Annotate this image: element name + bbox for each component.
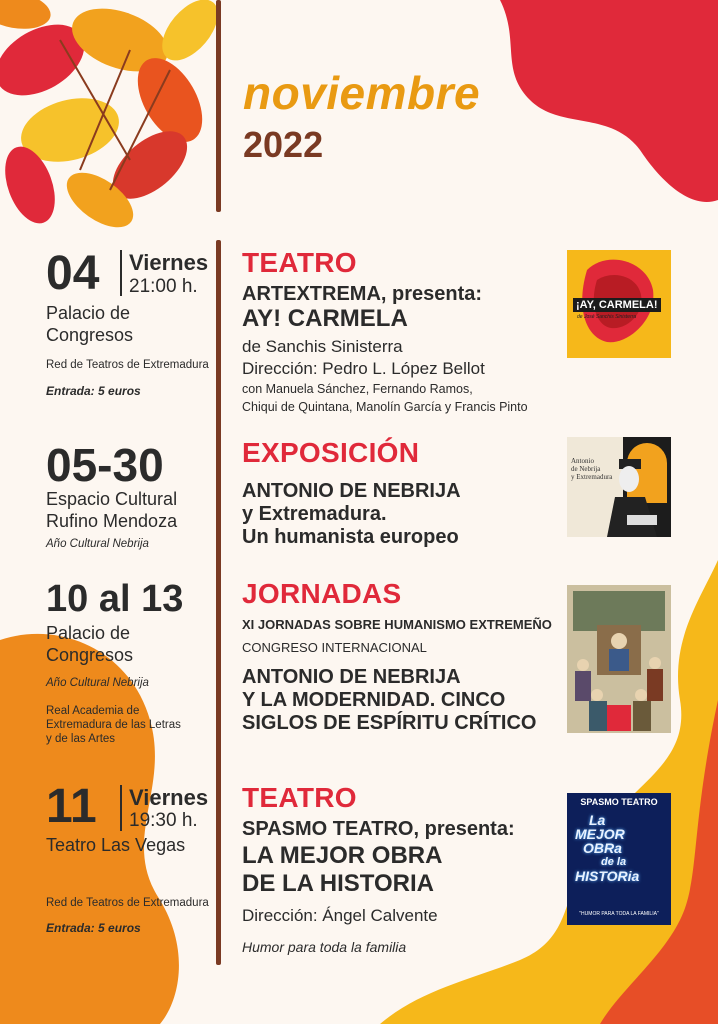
event-note: Año Cultural Nebrija — [46, 677, 149, 689]
event-time: 21:00 h. — [129, 276, 198, 297]
event-date: 11 — [46, 780, 97, 833]
organizer-line: Extremadura de las Letras — [46, 719, 181, 731]
event-venue: Teatro Las Vegas — [46, 835, 186, 855]
title-line: Y LA MODERNIDAD. CINCO — [242, 689, 506, 711]
event-category: JORNADAS — [242, 578, 402, 609]
title-line: Un humanista europeo — [242, 526, 459, 548]
title-line: ANTONIO DE NEBRIJA — [242, 480, 461, 502]
event-weekday: Viernes — [129, 250, 209, 275]
event-title — [242, 842, 442, 898]
event-director: Dirección: Ángel Calvente — [242, 906, 438, 925]
poster-title-line: y Extremadura — [571, 473, 613, 481]
poster-title: ¡AY, CARMELA! — [573, 298, 661, 312]
poster-title-line: HISTORia — [575, 868, 640, 884]
event-venue — [46, 622, 133, 666]
event-category: TEATRO — [242, 247, 357, 278]
event-network: Red de Teatros de Extremadura — [46, 897, 209, 909]
poster-title-line: La — [589, 812, 606, 828]
venue-line: Congresos — [46, 645, 134, 665]
venue-line: Espacio Cultural — [46, 489, 178, 509]
poster-title-line: MEJOR — [575, 826, 625, 842]
poster-ay-carmela — [567, 250, 671, 358]
humanist-illustration — [567, 437, 671, 537]
event-organizer — [46, 704, 181, 746]
event-date: 05-30 — [46, 439, 164, 491]
organizer-line: Real Academia de — [46, 705, 140, 717]
event-note: Año Cultural Nebrija — [46, 538, 149, 550]
event-venue — [46, 302, 133, 346]
date-separator — [120, 785, 122, 831]
event-title — [242, 480, 461, 549]
poster-title-line: OBRa — [583, 840, 622, 856]
poster-company: SPASMO TEATRO — [580, 797, 658, 807]
autumn-leaves-decoration — [0, 0, 228, 238]
poster-jornadas — [567, 585, 671, 733]
event-title: AY! CARMELA — [242, 305, 408, 332]
red-blob-top-right — [500, 0, 718, 202]
event-price: Entrada: 5 euros — [46, 921, 141, 935]
event-date: 04 — [46, 247, 100, 300]
event-author: de Sanchis Sinisterra — [242, 337, 403, 356]
poster-title — [575, 813, 665, 883]
main-divider — [216, 240, 221, 965]
poster-footer: "HUMOR PARA TODA LA FAMILIA" — [579, 911, 659, 917]
poster-subtitle: de José Sanchis Sinisterra — [577, 314, 637, 320]
title-line: ANTONIO DE NEBRIJA — [242, 666, 461, 688]
poster-title-line: de Nebrija — [571, 465, 601, 473]
poster-nebrija — [567, 437, 671, 537]
poster-title-line: Antonio — [571, 457, 594, 465]
title-line: y Extremadura. — [242, 503, 387, 525]
event-cast — [242, 380, 528, 416]
venue-line: Rufino Mendoza — [46, 511, 178, 531]
event-presenter: SPASMO TEATRO, presenta: — [242, 818, 515, 840]
poster-title-line: de la — [601, 856, 627, 868]
event-presenter: ARTEXTREMA, presenta: — [242, 283, 483, 305]
event-title — [242, 666, 536, 735]
venue-line: Palacio de — [46, 303, 131, 323]
title-line: LA MEJOR OBRA — [242, 842, 443, 869]
poster-spasmo — [567, 793, 671, 925]
event-director: Dirección: Pedro L. López Bellot — [242, 359, 485, 378]
event-category: EXPOSICIÓN — [242, 437, 420, 468]
event-price: Entrada: 5 euros — [46, 384, 141, 398]
event-venue — [46, 488, 177, 532]
event-congress: CONGRESO INTERNACIONAL — [242, 640, 427, 655]
event-weekday: Viernes — [129, 785, 209, 810]
event-date: 10 al 13 — [46, 578, 184, 620]
year-title: 2022 — [243, 124, 324, 165]
renaissance-painting — [567, 585, 671, 733]
venue-line: Congresos — [46, 325, 134, 345]
event-category: TEATRO — [242, 782, 357, 813]
event-tagline: Humor para toda la familia — [242, 939, 407, 955]
event-time: 19:30 h. — [129, 810, 198, 831]
month-title: noviembre — [243, 67, 481, 119]
title-line: SIGLOS DE ESPÍRITU CRÍTICO — [242, 712, 537, 734]
event-network: Red de Teatros de Extremadura — [46, 359, 209, 371]
event-subtitle: XI JORNADAS SOBRE HUMANISMO EXTREMEÑO — [242, 617, 552, 632]
date-separator — [120, 250, 122, 296]
title-line: DE LA HISTORIA — [242, 870, 435, 897]
main-divider — [216, 0, 221, 212]
organizer-line: y de las Artes — [46, 733, 116, 745]
cast-line: con Manuela Sánchez, Fernando Ramos, — [242, 382, 473, 396]
venue-line: Palacio de — [46, 623, 131, 643]
cast-line: Chiqui de Quintana, Manolín García y Francis Pinto — [242, 400, 528, 414]
